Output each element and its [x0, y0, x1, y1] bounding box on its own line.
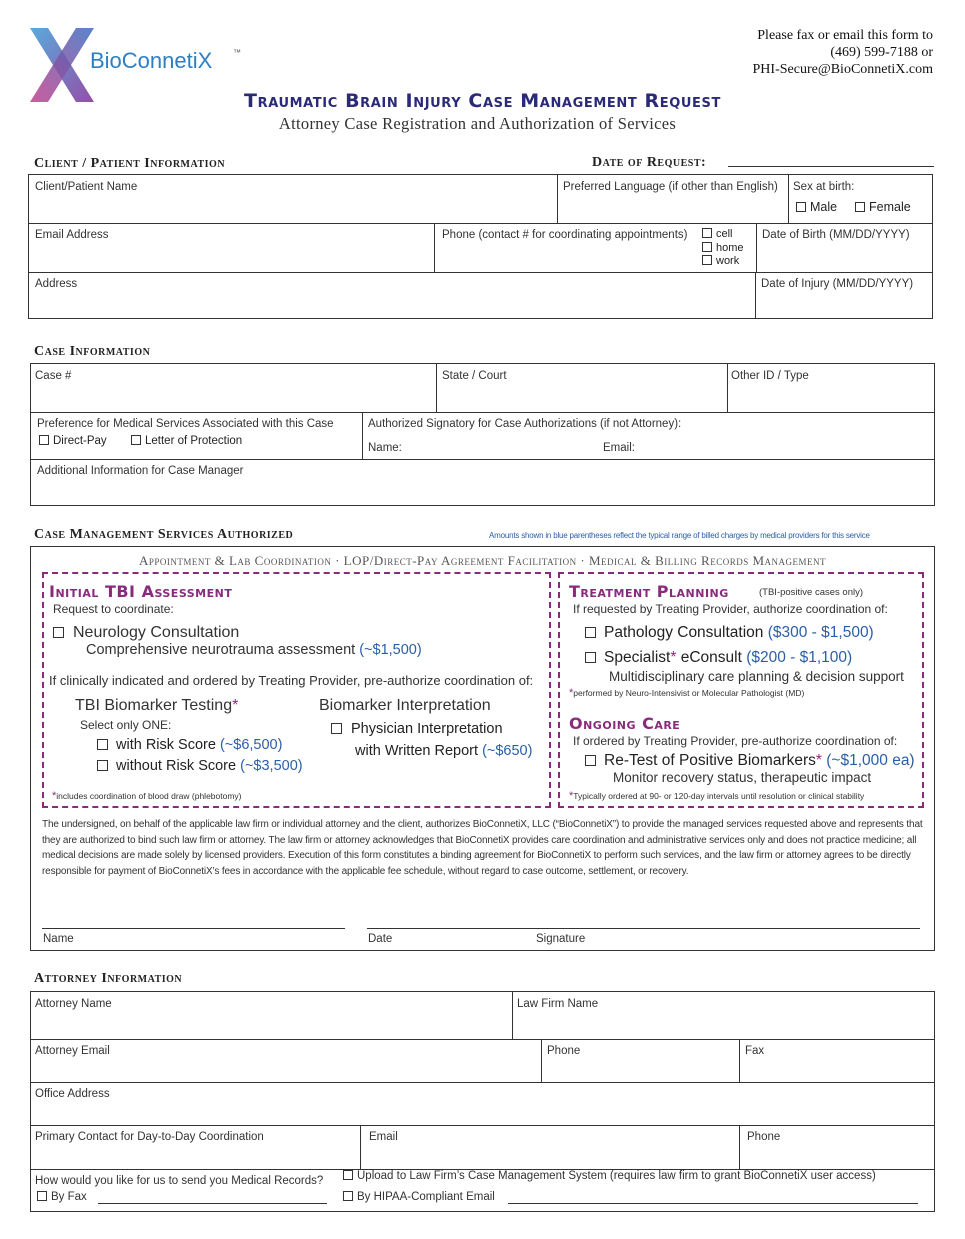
- authorization-legal-text: The undersigned, on behalf of the applicable law firm or individual attorney and the client, authorizes BioConnetiX, LLC (“BioConnetiX”) to provide the managed services requested above and represents that they are authorized to bind such law firm or attorney. The law firm or attorney acknowledges that BioConnetiX provides care coordination and administrative services only and does not practice medicine; all medical decisions are made solely by licensed providers. Execution of this form constitutes a binding agreement for BioConnetiX to perform such services, and the law firm or attorney agrees to be directly responsible for payment of BioConnetiX’s fees in accordance with the applicable fee schedule, without regard to case outcome, settlement, or recovery.: [42, 819, 923, 877]
- cell-checkbox[interactable]: [702, 228, 712, 238]
- services-box: [30, 546, 935, 951]
- initial-assessment-title: Initial TBI Assessment: [49, 582, 233, 601]
- fax-contact: [753, 27, 933, 78]
- physician-interpretation-checkbox[interactable]: [331, 723, 342, 734]
- direct-pay-option[interactable]: Direct-Pay: [39, 435, 107, 447]
- attorney-phone-field[interactable]: Phone: [541, 1039, 740, 1083]
- written-report-text: with Written Report (~$650): [355, 743, 533, 759]
- case-number-field[interactable]: Case #: [31, 364, 437, 413]
- request-to-coordinate: Request to coordinate:: [53, 602, 174, 616]
- office-address-field[interactable]: Office Address: [31, 1082, 935, 1126]
- sig-signature-label: Signature: [536, 933, 586, 945]
- pathology-checkbox[interactable]: [585, 627, 596, 638]
- biomarker-interpretation-title: Biomarker Interpretation: [319, 697, 491, 714]
- contact-line-3: PHI-Secure@BioConnetiX.com: [752, 62, 933, 77]
- phone-type-options: [702, 228, 744, 269]
- other-id-field[interactable]: Other ID / Type: [727, 364, 935, 413]
- neurology-checkbox[interactable]: [53, 627, 64, 638]
- upload-checkbox[interactable]: [343, 1170, 353, 1180]
- signature-sig-line: [536, 928, 920, 929]
- direct-pay-checkbox[interactable]: [39, 435, 49, 445]
- home-option[interactable]: home: [702, 242, 744, 256]
- hipaa-email-option[interactable]: By HIPAA-Compliant Email: [343, 1191, 495, 1203]
- records-question: How would you like for us to send you Medical Records?: [35, 1175, 324, 1187]
- pathology-option[interactable]: Pathology Consultation ($300 - $1,500): [585, 624, 874, 642]
- page-title: Traumatic Brain Injury Case Management Request: [244, 90, 721, 112]
- email-field[interactable]: Email Address: [29, 223, 435, 273]
- phone-field[interactable]: Phone (contact # for coordinating appointments) cell home work: [434, 223, 757, 273]
- attorney-info-box: [30, 991, 935, 1212]
- services-banner: Appointment & Lab Coordination · LOP/Direct-Pay Agreement Facilitation · Medical & Billing Records Management: [138, 553, 827, 568]
- address-field[interactable]: Address: [29, 272, 756, 319]
- contact-line-1: Please fax or email this form to: [757, 28, 933, 43]
- lop-option[interactable]: Letter of Protection: [131, 435, 242, 447]
- brand-tm: ™: [233, 48, 241, 57]
- neurology-price: (~$1,500): [359, 642, 422, 658]
- treatment-planning-title: Treatment Planning: [569, 582, 729, 601]
- case-info-box: [30, 363, 935, 506]
- work-option[interactable]: work: [702, 255, 744, 269]
- medical-preference-field: Preference for Medical Services Associated with this Case Direct-Pay Letter of Protection: [31, 412, 363, 460]
- date-of-request-line: [728, 166, 934, 167]
- attorney-name-field[interactable]: Attorney Name: [31, 992, 513, 1040]
- law-firm-field[interactable]: Law Firm Name: [512, 992, 935, 1040]
- by-fax-option[interactable]: By Fax: [37, 1191, 87, 1203]
- retest-footnote: *Typically ordered at 90- or 120-day intervals until resolution or clinical stability: [569, 790, 865, 802]
- female-checkbox[interactable]: [855, 202, 865, 212]
- with-risk-checkbox[interactable]: [97, 739, 108, 750]
- biomarker-footnote: *includes coordination of blood draw (phlebotomy): [52, 790, 242, 802]
- primary-contact-field[interactable]: Primary Contact for Day-to-Day Coordination: [31, 1125, 361, 1170]
- specialist-footnote: *performed by Neuro-Intensivist or Molecular Pathologist (MD): [569, 687, 805, 699]
- work-checkbox[interactable]: [702, 255, 712, 265]
- if-ordered: If ordered by Treating Provider, pre-authorize coordination of:: [573, 734, 898, 748]
- sex-field: Sex at birth: Male Female: [788, 175, 933, 224]
- dob-field[interactable]: Date of Birth (MM/DD/YYYY): [756, 223, 933, 273]
- home-checkbox[interactable]: [702, 242, 712, 252]
- amounts-note: Amounts shown in blue parentheses reflect the typical range of billed charges by medical providers for this service: [489, 531, 870, 540]
- signatory-email-label: Email:: [603, 442, 635, 454]
- signatory-name-label: Name:: [368, 442, 402, 454]
- specialist-option[interactable]: Specialist* eConsult ($200 - $1,100): [585, 649, 852, 667]
- client-name-field[interactable]: Client/Patient Name: [29, 175, 558, 224]
- primary-email-field[interactable]: Email: [360, 1125, 740, 1170]
- retest-description: Monitor recovery status, therapeutic impact: [613, 770, 872, 785]
- if-clinically-indicated: If clinically indicated and ordered by Treating Provider, pre-authorize coordination of:: [49, 673, 534, 688]
- cell-option[interactable]: cell: [702, 228, 744, 242]
- page-subtitle: Attorney Case Registration and Authorization of Services: [278, 114, 677, 133]
- doi-field[interactable]: Date of Injury (MM/DD/YYYY): [761, 278, 914, 290]
- date-of-request-label: Date of Request:: [592, 155, 707, 170]
- date-sig-line: [367, 928, 550, 929]
- state-court-field[interactable]: State / Court: [436, 364, 728, 413]
- sig-date-label: Date: [368, 933, 393, 945]
- attorney-heading: Attorney Information: [34, 971, 183, 986]
- name-sig-line: [42, 928, 345, 929]
- brand-name: BioConnetiX: [90, 48, 213, 73]
- sig-name-label: Name: [43, 933, 74, 945]
- male-option[interactable]: Male: [796, 200, 837, 214]
- retest-checkbox[interactable]: [585, 755, 596, 766]
- authorized-signatory-field[interactable]: Authorized Signatory for Case Authorizations (if not Attorney): Name: Email:: [362, 412, 935, 460]
- lop-checkbox[interactable]: [131, 435, 141, 445]
- physician-interpretation-option[interactable]: Physician Interpretation: [331, 721, 503, 737]
- upload-option[interactable]: Upload to Law Firm’s Case Management System (requires law firm to grant BioConnetiX user access): [343, 1170, 876, 1182]
- biomarker-testing-title: TBI Biomarker Testing*: [75, 697, 239, 714]
- client-info-box: [28, 174, 933, 319]
- if-requested: If requested by Treating Provider, authorize coordination of:: [573, 602, 888, 616]
- contact-line-2: (469) 599-7188 or: [830, 45, 933, 60]
- specialist-description: Multidisciplinary care planning & decision support: [609, 669, 904, 684]
- additional-info-field[interactable]: Additional Information for Case Manager: [37, 465, 244, 477]
- preferred-language-field[interactable]: Preferred Language (if other than English): [557, 175, 789, 224]
- client-heading: Client / Patient Information: [34, 156, 226, 171]
- primary-phone-field[interactable]: Phone: [739, 1125, 935, 1170]
- retest-option[interactable]: Re-Test of Positive Biomarkers* (~$1,000 ea): [585, 752, 915, 770]
- hipaa-email-line: [508, 1203, 918, 1204]
- hipaa-email-checkbox[interactable]: [343, 1191, 353, 1201]
- with-risk-option[interactable]: with Risk Score (~$6,500): [97, 737, 282, 753]
- neurology-description: Comprehensive neurotrauma assessment (~$1,500): [86, 642, 422, 658]
- by-fax-checkbox[interactable]: [37, 1191, 47, 1201]
- select-only-one: Select only ONE:: [80, 718, 172, 732]
- fax-number-line: [98, 1203, 327, 1204]
- neurology-option[interactable]: Neurology Consultation: [53, 624, 239, 642]
- attorney-fax-field[interactable]: Fax: [739, 1039, 935, 1083]
- attorney-email-field[interactable]: Attorney Email: [31, 1039, 542, 1083]
- male-checkbox[interactable]: [796, 202, 806, 212]
- ongoing-care-title: Ongoing Care: [569, 714, 681, 733]
- female-option[interactable]: Female: [855, 200, 911, 214]
- tbi-positive-note: (TBI-positive cases only): [759, 587, 864, 598]
- case-heading: Case Information: [34, 344, 151, 359]
- without-risk-checkbox[interactable]: [97, 760, 108, 771]
- without-risk-option[interactable]: without Risk Score (~$3,500): [97, 758, 303, 774]
- specialist-checkbox[interactable]: [585, 652, 596, 663]
- services-heading: Case Management Services Authorized: [34, 527, 294, 542]
